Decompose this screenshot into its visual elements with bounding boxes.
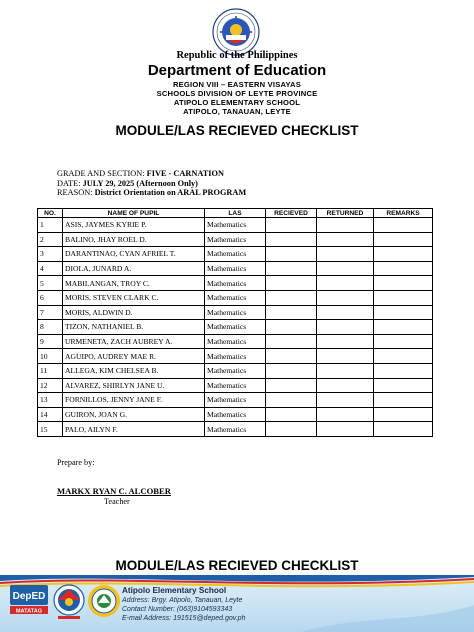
table-row	[38, 378, 433, 393]
table-row	[38, 422, 433, 437]
cell-las: Mathematics	[205, 261, 266, 276]
signer-name: MARKX RYAN C. ALCOBER	[57, 486, 171, 496]
table-row	[38, 276, 433, 291]
cell-returned	[317, 320, 374, 335]
bagong-pilipinas-badge-icon	[52, 583, 86, 623]
reason-line	[57, 188, 246, 197]
cell-returned	[317, 232, 374, 247]
cell-no: 12	[38, 378, 63, 393]
cell-name: MORIS, STEVEN CLARK C.	[63, 290, 205, 305]
republic-label: Republic of the Philippines	[176, 50, 298, 61]
cell-received	[266, 261, 317, 276]
cell-no: 15	[38, 422, 63, 437]
table-header-row	[38, 209, 433, 218]
cell-las: Mathematics	[205, 232, 266, 247]
cell-no: 14	[38, 407, 63, 422]
table-row	[38, 363, 433, 378]
cell-las: Mathematics	[205, 276, 266, 291]
cell-returned	[317, 290, 374, 305]
cell-no: 2	[38, 232, 63, 247]
cell-returned	[317, 261, 374, 276]
cell-remarks	[374, 276, 433, 291]
table-row	[38, 232, 433, 247]
cell-las: Mathematics	[205, 407, 266, 422]
table-row	[38, 290, 433, 305]
cell-returned	[317, 218, 374, 233]
cell-las: Mathematics	[205, 290, 266, 305]
cell-received	[266, 363, 317, 378]
cell-remarks	[374, 363, 433, 378]
cell-no: 4	[38, 261, 63, 276]
cell-name: AGUIPO, AUDREY MAE R.	[63, 349, 205, 364]
reason-value: District Orientation on ARAL PROGRAM	[94, 188, 247, 197]
cell-no: 6	[38, 290, 63, 305]
cell-received	[266, 334, 317, 349]
cell-no: 9	[38, 334, 63, 349]
cell-las: Mathematics	[205, 320, 266, 335]
date-value: JULY 29, 2025	[82, 179, 135, 188]
grade-section-line	[57, 169, 224, 178]
cell-no: 10	[38, 349, 63, 364]
date-label: DATE:	[57, 179, 81, 188]
cell-remarks	[374, 290, 433, 305]
cell-returned	[317, 422, 374, 437]
cell-received	[266, 290, 317, 305]
footer-contact: Contact Number: (063)9104593343	[122, 606, 233, 613]
cell-name: ALVAREZ, SHIRLYN JANE U.	[63, 378, 205, 393]
document-title: MODULE/LAS RECIEVED CHECKLIST	[115, 123, 359, 138]
cell-no: 5	[38, 276, 63, 291]
cell-las: Mathematics	[205, 247, 266, 262]
date-note: (Afternoon Only)	[136, 179, 198, 188]
cell-received	[266, 407, 317, 422]
cell-received	[266, 276, 317, 291]
cell-name: DIOLA, JUNARD A.	[63, 261, 205, 276]
cell-remarks	[374, 305, 433, 320]
table-row	[38, 407, 433, 422]
cell-returned	[317, 378, 374, 393]
table-row	[38, 393, 433, 408]
cell-remarks	[374, 349, 433, 364]
cell-received	[266, 393, 317, 408]
cell-remarks	[374, 393, 433, 408]
cell-received	[266, 320, 317, 335]
cell-name: MORIS, ALDWIN D.	[63, 305, 205, 320]
cell-received	[266, 247, 317, 262]
cell-returned	[317, 334, 374, 349]
header-name: NAME OF PUPIL	[63, 209, 205, 218]
region-label: REGION VIII – EASTERN VISAYAS	[172, 80, 302, 89]
cell-remarks	[374, 261, 433, 276]
cell-las: Mathematics	[205, 305, 266, 320]
cell-returned	[317, 247, 374, 262]
cell-las: Mathematics	[205, 422, 266, 437]
logo-subtext: MATATAG	[15, 608, 43, 615]
cell-remarks	[374, 334, 433, 349]
cell-received	[266, 305, 317, 320]
cell-name: GUIRON, JOAN G.	[63, 407, 205, 422]
table-row	[38, 218, 433, 233]
cell-returned	[317, 363, 374, 378]
document-title-repeat: MODULE/LAS RECIEVED CHECKLIST	[115, 558, 359, 573]
table-row	[38, 320, 433, 335]
cell-name: FORNILLOS, JENNY JANE F.	[63, 393, 205, 408]
cell-no: 13	[38, 393, 63, 408]
cell-no: 11	[38, 363, 63, 378]
cell-received	[266, 218, 317, 233]
date-line	[57, 179, 198, 188]
cell-name: MABILANGAN, TROY C.	[63, 276, 205, 291]
address-label: ATIPOLO, TANAUAN, LEYTE	[183, 107, 291, 116]
cell-no: 3	[38, 247, 63, 262]
header-received: RECIEVED	[266, 209, 317, 218]
school-seal-badge-icon	[86, 583, 122, 623]
header-las: LAS	[205, 209, 266, 218]
header-remarks: REMARKS	[374, 209, 433, 218]
grade-label: GRADE AND SECTION:	[57, 169, 145, 178]
cell-returned	[317, 407, 374, 422]
division-label: SCHOOLS DIVISION OF LEYTE PROVINCE	[156, 89, 318, 98]
grade-value: FIVE - CARNATION	[146, 169, 224, 178]
cell-name: DARANTINAO, CYAN AFRIEL T.	[63, 247, 205, 262]
cell-remarks	[374, 247, 433, 262]
cell-no: 7	[38, 305, 63, 320]
cell-las: Mathematics	[205, 393, 266, 408]
signer-position: Teacher	[104, 497, 130, 506]
cell-remarks	[374, 218, 433, 233]
school-label: ATIPOLO ELEMENTARY SCHOOL	[173, 98, 301, 107]
cell-no: 8	[38, 320, 63, 335]
checklist-table	[37, 208, 433, 437]
header-returned: RETURNED	[317, 209, 374, 218]
cell-las: Mathematics	[205, 378, 266, 393]
table-row	[38, 349, 433, 364]
cell-received	[266, 378, 317, 393]
cell-received	[266, 422, 317, 437]
cell-remarks	[374, 320, 433, 335]
cell-name: ASIS, JAYMES KYRIE P.	[63, 218, 205, 233]
table-row	[38, 334, 433, 349]
deped-seal-icon	[212, 8, 260, 56]
footer-banner	[0, 575, 474, 632]
cell-name: ALLEGA, KIM CHELSEA B.	[63, 363, 205, 378]
cell-name: URMENETA, ZACH AUBREY A.	[63, 334, 205, 349]
cell-returned	[317, 393, 374, 408]
table-row	[38, 261, 433, 276]
cell-received	[266, 232, 317, 247]
deped-matatag-logo-icon	[10, 585, 48, 615]
cell-received	[266, 349, 317, 364]
cell-las: Mathematics	[205, 363, 266, 378]
footer-address: Address: Brgy. Atipolo, Tanauan, Leyte	[122, 597, 243, 604]
cell-remarks	[374, 378, 433, 393]
cell-returned	[317, 276, 374, 291]
table-row	[38, 247, 433, 262]
reason-label: REASON:	[57, 188, 93, 197]
footer-school-name: Atipolo Elementary School	[122, 586, 227, 595]
cell-name: TIZON, NATHANIEL B.	[63, 320, 205, 335]
cell-las: Mathematics	[205, 349, 266, 364]
logo-text: DepED	[12, 591, 46, 602]
cell-returned	[317, 349, 374, 364]
cell-name: BALINO, JHAY ROEL D.	[63, 232, 205, 247]
cell-remarks	[374, 232, 433, 247]
cell-las: Mathematics	[205, 218, 266, 233]
cell-returned	[317, 305, 374, 320]
cell-no: 1	[38, 218, 63, 233]
table-row	[38, 305, 433, 320]
department-title: Department of Education	[147, 62, 327, 79]
cell-remarks	[374, 407, 433, 422]
footer-email: E-mail Address: 191515@deped.gov.ph	[122, 615, 246, 622]
prepared-by-label: Prepare by:	[57, 458, 95, 467]
cell-las: Mathematics	[205, 334, 266, 349]
header-no: NO.	[38, 209, 63, 218]
cell-remarks	[374, 422, 433, 437]
cell-name: PALO, AILYN F.	[63, 422, 205, 437]
